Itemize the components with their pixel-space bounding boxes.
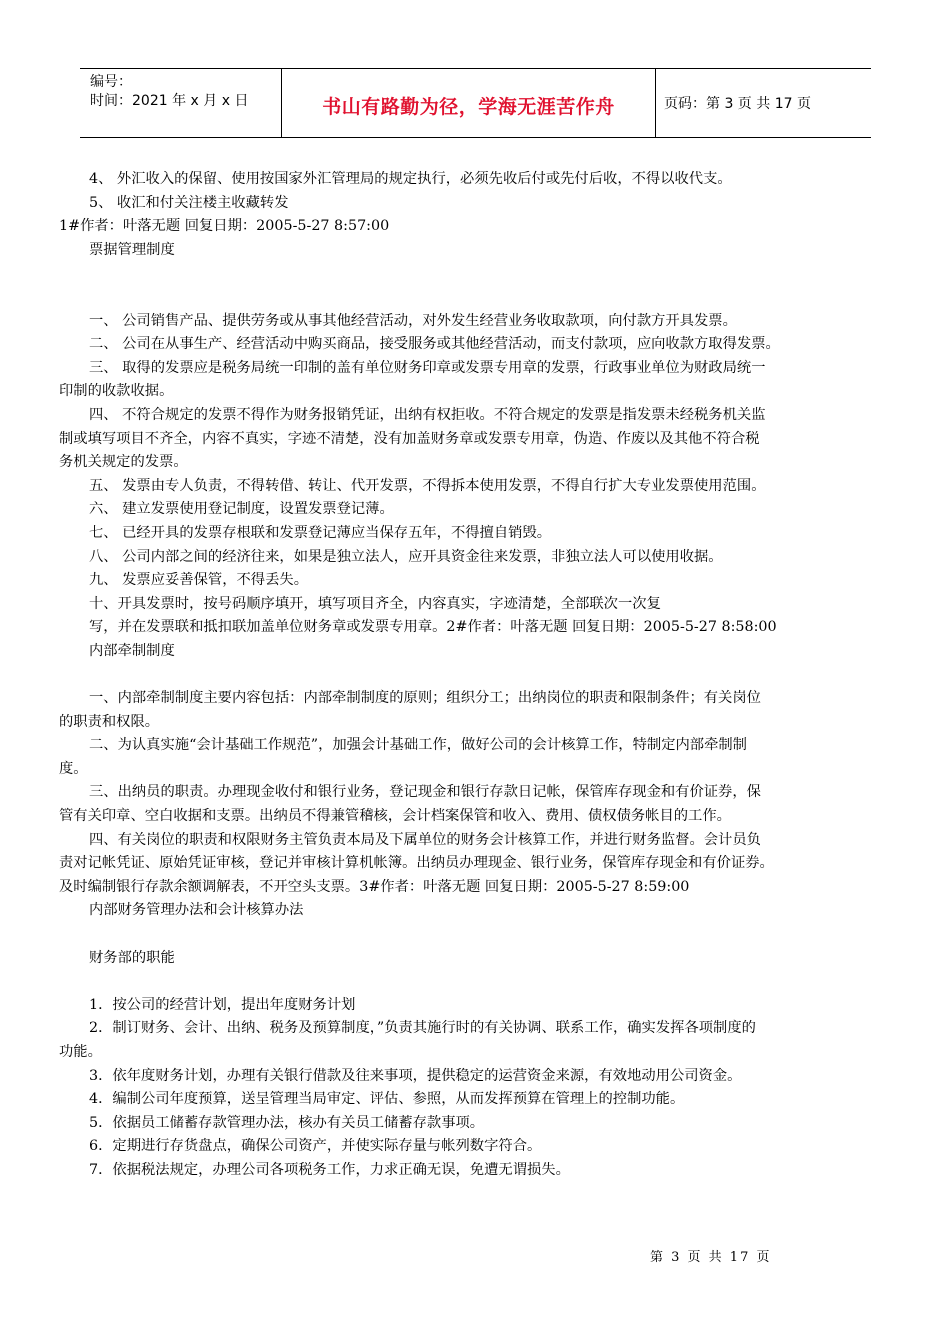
text-line: 4．编制公司年度预算，送呈管理当局审定、评估、参照，从而发挥预算在管理上的控制功能。 xyxy=(89,1091,685,1108)
text-line: 一、内部牵制制度主要内容包括：内部牵制制度的原则；组织分工；出纳岗位的职责和限制条件；有关岗位 xyxy=(89,690,761,707)
page-header xyxy=(80,68,871,138)
text-line: 二、为认真实施“会计基础工作规范”，加强会计基础工作，做好公司的会计核算工作，特制定内部牵制制 xyxy=(89,737,747,754)
text-line: 三、出纳员的职责。办理现金收付和银行业务，登记现金和银行存款日记帐，保管库存现金和有价证券，保 xyxy=(89,784,761,801)
page-footer: 第 3 页 共 17 页 xyxy=(650,1250,772,1265)
text-line: 写，并在发票联和抵扣联加盖单位财务章或发票专用章。2#作者：叶落无题 回复日期：2005-5-27 8:58:00 xyxy=(89,619,777,636)
text-line: 印制的收款收据。 xyxy=(59,383,174,400)
blank-line xyxy=(59,262,895,286)
text-line: 及时编制银行存款余额调解表，不开空头支票。3#作者：叶落无题 回复日期：2005-5-27 8:59:00 xyxy=(59,878,690,895)
blank-line xyxy=(59,663,895,687)
text-line: 五、 发票由专人负责，不得转借、转让、代开发票，不得拆本使用发票，不得自行扩大专业发票使用范围。 xyxy=(89,477,766,494)
header-page-info: 页码：第 3 页 共 17 页 xyxy=(664,96,811,112)
text-line: 内部财务管理办法和会计核算办法 xyxy=(89,902,304,919)
text-line: 功能。 xyxy=(59,1043,102,1060)
text-line: 务机关规定的发票。 xyxy=(59,454,188,471)
date-label: 时间：2021 年 x 月 x 日 xyxy=(90,93,249,109)
text-line: 度。 xyxy=(59,760,88,777)
text-line: 6．定期进行存货盘点，确保公司资产，并使实际存量与帐列数字符合。 xyxy=(89,1138,542,1155)
text-line: 四、有关岗位的职责和权限财务主管负责本局及下属单位的财务会计核算工作，并进行财务监督。会计员负 xyxy=(89,831,761,848)
text-line: 七、 已经开具的发票存根联和发票登记薄应当保存五年，不得擅自销毁。 xyxy=(89,524,552,541)
text-line: 3．依年度财务计划，办理有关银行借款及往来事项，提供稳定的运营资金来源，有效地动用公司资金。 xyxy=(89,1067,742,1084)
text-line: 内部牵制制度 xyxy=(89,642,175,659)
header-meta xyxy=(80,69,282,137)
text-line: 5、 收汇和付关注楼主收藏转发 xyxy=(89,194,289,211)
text-line: 责对记帐凭证、原始凭证审核，登记并审核计算机帐簿。出纳员办理现金、银行业务，保管库存现金和有价证券。 xyxy=(59,855,774,872)
text-line: 八、 公司内部之间的经济往来，如果是独立法人，应开具资金往来发票，非独立法人可以使用收据。 xyxy=(89,548,723,565)
text-line: 的职责和权限。 xyxy=(59,713,160,730)
document-body xyxy=(59,168,895,1183)
text-line: 三、 取得的发票应是税务局统一印制的盖有单位财务印章或发票专用章的发票，行政事业单位为财政局统一 xyxy=(89,359,766,376)
text-line: 7．依据税法规定，办理公司各项税务工作，力求正确无误，免遭无谓损失。 xyxy=(89,1161,570,1178)
text-line: 二、 公司在从事生产、经营活动中购买商品，接受服务或其他经营活动，而支付款项，应向收款方取得发票。 xyxy=(89,336,780,353)
text-line: 4、 外汇收入的保留、使用按国家外汇管理局的规定执行，必须先收后付或先付后收，不得以收代支。 xyxy=(89,171,732,187)
text-line: 1．按公司的经营计划，提出年度财务计划 xyxy=(89,996,356,1013)
text-line: 管有关印章、空白收据和支票。出纳员不得兼管稽核，会计档案保管和收入、费用、债权债务帐目的工作。 xyxy=(59,808,731,825)
header-motto: 书山有路勤为径，学海无涯苦作舟 xyxy=(282,69,656,137)
text-line: 十、开具发票时，按号码顺序填开，填写项目齐全，内容真实，字迹清楚，全部联次一次复 xyxy=(89,595,661,612)
text-line: 一、 公司销售产品、提供劳务或从事其他经营活动，对外发生经营业务收取款项，向付款方开具发票。 xyxy=(89,312,737,329)
blank-line xyxy=(59,970,895,994)
text-line: 六、 建立发票使用登记制度，设置发票登记薄。 xyxy=(89,501,394,518)
text-line: 四、 不符合规定的发票不得作为财务报销凭证，出纳有权拒收。不符合规定的发票是指发票未经税务机关监 xyxy=(89,406,766,423)
number-label: 编号： xyxy=(90,74,132,90)
text-line: 票据管理制度 xyxy=(89,241,175,258)
text-line: 1#作者：叶落无题 回复日期：2005-5-27 8:57:00 xyxy=(59,218,390,235)
text-line: 制或填写项目不齐全，内容不真实，字迹不清楚，没有加盖财务章或发票专用章，伪造、作废以及其他不符合税 xyxy=(59,430,760,447)
text-line: 九、 发票应妥善保管，不得丢失。 xyxy=(89,572,308,589)
text-line: 2．制订财务、会计、出纳、税务及预算制度，”负责其施行时的有关协调、联系工作，确实发挥各项制度的 xyxy=(89,1020,756,1037)
text-line: 5．依据员工储蓄存款管理办法，核办有关员工储蓄存款事项。 xyxy=(89,1114,485,1131)
blank-line xyxy=(59,923,895,947)
text-line: 财务部的职能 xyxy=(89,949,175,966)
blank-line xyxy=(59,286,895,310)
